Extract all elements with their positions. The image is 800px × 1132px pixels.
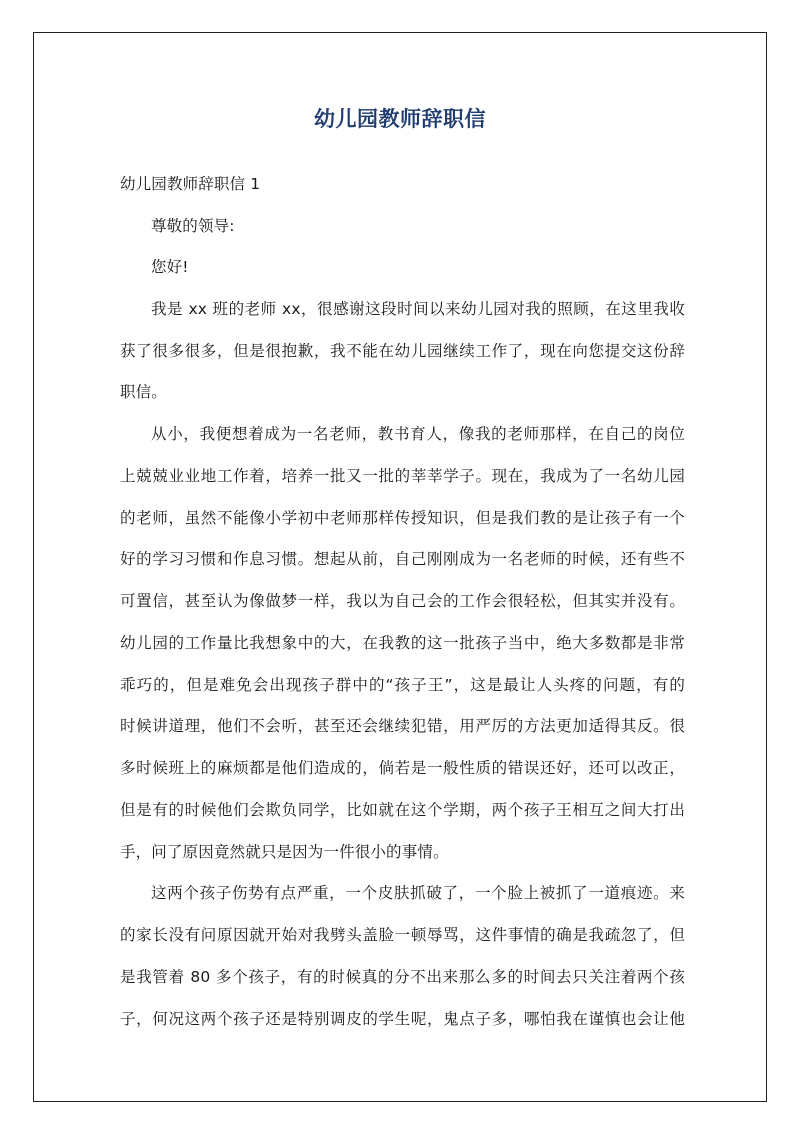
salutation: 您好! xyxy=(151,258,189,276)
paragraph-line: 的老师，虽然不能像小学初中老师那样传授知识，但是我们教的是让孩子有一个 xyxy=(120,509,685,527)
paragraph-line: 时候讲道理，他们不会听，甚至还会继续犯错，用严厉的方法更加适得其反。很 xyxy=(120,717,685,735)
document-title: 幼儿园教师辞职信 xyxy=(314,107,486,131)
paragraph-line: 的家长没有问原因就开始对我劈头盖脸一顿辱骂，这件事情的确是我疏忽了，但 xyxy=(120,926,685,944)
paragraph-line: 子，何况这两个孩子还是特别调皮的学生呢，鬼点子多，哪怕我在谨慎也会让他 xyxy=(120,1010,685,1028)
paragraph-line: 是我管着 80 多个孩子，有的时候真的分不出来那么多的时间去只关注着两个孩 xyxy=(120,968,685,986)
paragraph-line: 多时候班上的麻烦都是他们造成的，倘若是一般性质的错误还好，还可以改正， xyxy=(120,759,685,777)
paragraph-line: 好的学习习惯和作息习惯。想起从前，自己刚刚成为一名老师的时候，还有些不 xyxy=(120,550,685,568)
paragraph-line: 但是有的时候他们会欺负同学，比如就在这个学期，两个孩子王相互之间大打出 xyxy=(120,801,685,819)
paragraph-line: 可置信，甚至认为像做梦一样，我以为自己会的工作会很轻松，但其实并没有。 xyxy=(120,592,685,610)
paragraph-line: 手，问了原因竟然就只是因为一件很小的事情。 xyxy=(120,843,449,861)
paragraph-line: 职信。 xyxy=(120,383,167,401)
paragraph-line: 我是 xx 班的老师 xx，很感谢这段时间以来幼儿园对我的照顾，在这里我收 xyxy=(151,300,685,318)
subheading: 幼儿园教师辞职信 1 xyxy=(120,175,261,193)
greeting: 尊敬的领导: xyxy=(151,217,235,235)
paragraph-line: 幼儿园的工作量比我想象中的大，在我教的这一批孩子当中，绝大多数都是非常 xyxy=(120,634,685,652)
paragraph-line: 这两个孩子伤势有点严重，一个皮肤抓破了，一个脸上被抓了一道痕迹。来 xyxy=(151,884,685,902)
paragraph-line: 上兢兢业业地工作着，培养一批又一批的莘莘学子。现在，我成为了一名幼儿园 xyxy=(120,467,685,485)
paragraph-line: 乖巧的，但是难免会出现孩子群中的“孩子王”，这是最让人头疼的问题，有的 xyxy=(120,676,685,694)
paragraph-line: 从小，我便想着成为一名老师，教书育人，像我的老师那样，在自己的岗位 xyxy=(151,425,685,443)
paragraph-line: 获了很多很多，但是很抱歉，我不能在幼儿园继续工作了，现在向您提交这份辞 xyxy=(120,342,685,360)
